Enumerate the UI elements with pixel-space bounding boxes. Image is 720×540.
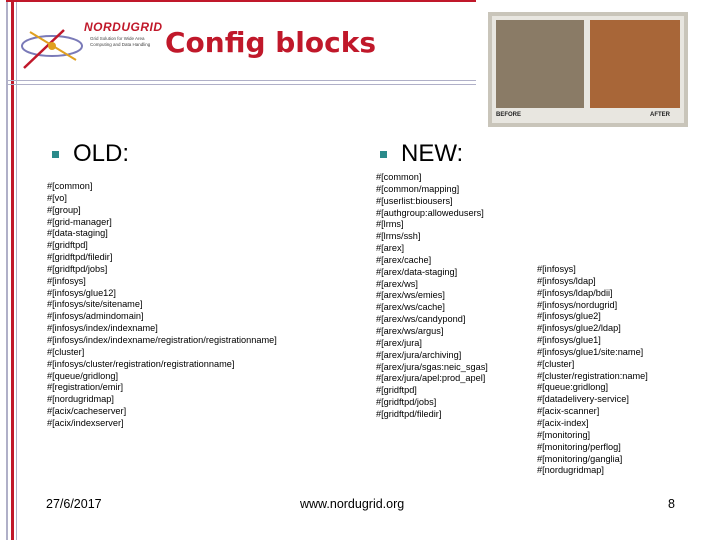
list-item: #[monitoring] [537, 429, 591, 440]
list-item: #[nordugridmap] [537, 465, 604, 476]
list-item: #[monitoring/perflog] [537, 441, 621, 452]
page-number: 8 [668, 497, 675, 511]
frame-divider [6, 80, 476, 81]
list-item: #[arex/jura/apel:prod_apel] [376, 373, 486, 384]
after-image [590, 20, 680, 108]
list-item: #[arex] [376, 243, 405, 254]
list-item: #[registration/emir] [47, 382, 124, 393]
list-item: #[vo] [47, 192, 67, 203]
new-header-label: NEW: [401, 140, 464, 167]
list-item: #[arex/ws/argus] [376, 325, 444, 336]
list-item: #[group] [47, 204, 81, 215]
frame-divider [6, 84, 476, 85]
list-item: #[infosys/glue1/site:name] [537, 346, 644, 357]
list-item: #[infosys/cluster/registration/registrationname] [47, 358, 235, 369]
list-item: #[acix-index] [537, 417, 589, 428]
logo-tagline: Grid Solution for Wide Area Computing and Data Handling [90, 36, 151, 47]
list-item: #[grid-manager] [47, 216, 112, 227]
new-header [380, 140, 463, 168]
list-item: #[infosys/glue1] [537, 335, 601, 346]
list-item: #[cluster] [47, 346, 85, 357]
list-item: #[data-staging] [47, 228, 108, 239]
list-item: #[authgroup:allowedusers] [376, 207, 484, 218]
list-item: #[infosys/site/sitename] [47, 299, 143, 310]
list-item: #[common] [376, 172, 422, 182]
list-item: #[nordugridmap] [47, 394, 114, 405]
page-title: Config blocks [165, 26, 377, 59]
list-item: #[acix-scanner] [537, 406, 600, 417]
list-item: #[arex/ws] [376, 278, 418, 289]
list-item: #[arex/ws/candypond] [376, 314, 466, 325]
list-item: #[infosys/admindomain] [47, 311, 144, 322]
before-after-photo [488, 12, 688, 127]
list-item: #[infosys/glue12] [47, 287, 116, 298]
before-label: BEFORE [496, 112, 522, 118]
list-item: #[gridftpd] [47, 240, 88, 251]
frame-line [16, 0, 17, 540]
list-item: #[cluster/registration:name] [537, 370, 648, 381]
list-item: #[gridftpd/filedir] [47, 252, 113, 263]
list-item: #[monitoring/ganglia] [537, 453, 623, 464]
list-item: #[arex/ws/cache] [376, 302, 445, 313]
list-item: #[infosys/nordugrid] [537, 299, 618, 310]
list-item: #[gridftpd/jobs] [47, 263, 108, 274]
list-item: #[infosys/index/indexname/registration/registrationname] [47, 334, 277, 345]
list-item: #[acix/indexserver] [47, 417, 124, 428]
old-header [52, 140, 129, 168]
list-item: #[queue:gridlong] [537, 382, 609, 393]
before-image [496, 20, 584, 108]
old-header-label: OLD: [73, 140, 130, 167]
list-item: #[infosys/ldap] [537, 275, 596, 286]
new-config-list-2 [537, 264, 648, 477]
list-item: #[arex/jura] [376, 337, 422, 348]
list-item: #[queue/gridlong] [47, 370, 119, 381]
list-item: #[acix/cacheserver] [47, 406, 127, 417]
new-config-list-1 [376, 172, 488, 421]
frame-line [6, 0, 8, 540]
frame-top-line [6, 0, 476, 2]
footer-url: www.nordugrid.org [300, 497, 405, 511]
list-item: #[arex/data-staging] [376, 266, 458, 277]
list-item: #[infosys/glue2/ldap] [537, 323, 621, 334]
footer-date: 27/6/2017 [46, 497, 102, 511]
logo-text: NORDUGRID [84, 20, 163, 34]
list-item: #[common/mapping] [376, 183, 460, 194]
list-item: #[datadelivery-service] [537, 394, 629, 405]
list-item: #[userlist:biousers] [376, 195, 453, 206]
square-bullet-icon [380, 151, 387, 158]
list-item: #[infosys] [47, 275, 86, 286]
list-item: #[lrms/ssh] [376, 231, 421, 242]
list-item: #[arex/jura/archiving] [376, 349, 462, 360]
list-item: #[gridftpd/jobs] [376, 397, 437, 408]
nordugrid-logo [20, 8, 163, 78]
list-item: #[gridftpd] [376, 385, 417, 396]
list-item: #[infosys/ldap/bdii] [537, 287, 613, 298]
list-item: #[gridftpd/filedir] [376, 408, 442, 419]
list-item: #[infosys] [537, 264, 576, 274]
list-item: #[arex/ws/emies] [376, 290, 445, 301]
list-item: #[arex/cache] [376, 254, 432, 265]
list-item: #[arex/jura/sgas:neic_sgas] [376, 361, 488, 372]
list-item: #[lrms] [376, 219, 404, 230]
square-bullet-icon [52, 151, 59, 158]
after-label: AFTER [650, 112, 670, 118]
list-item: #[infosys/glue2] [537, 311, 601, 322]
frame-accent-line [11, 0, 14, 540]
old-config-list [47, 181, 277, 430]
list-item: #[common] [47, 181, 93, 191]
list-item: #[infosys/index/indexname] [47, 323, 158, 334]
list-item: #[cluster] [537, 358, 575, 369]
